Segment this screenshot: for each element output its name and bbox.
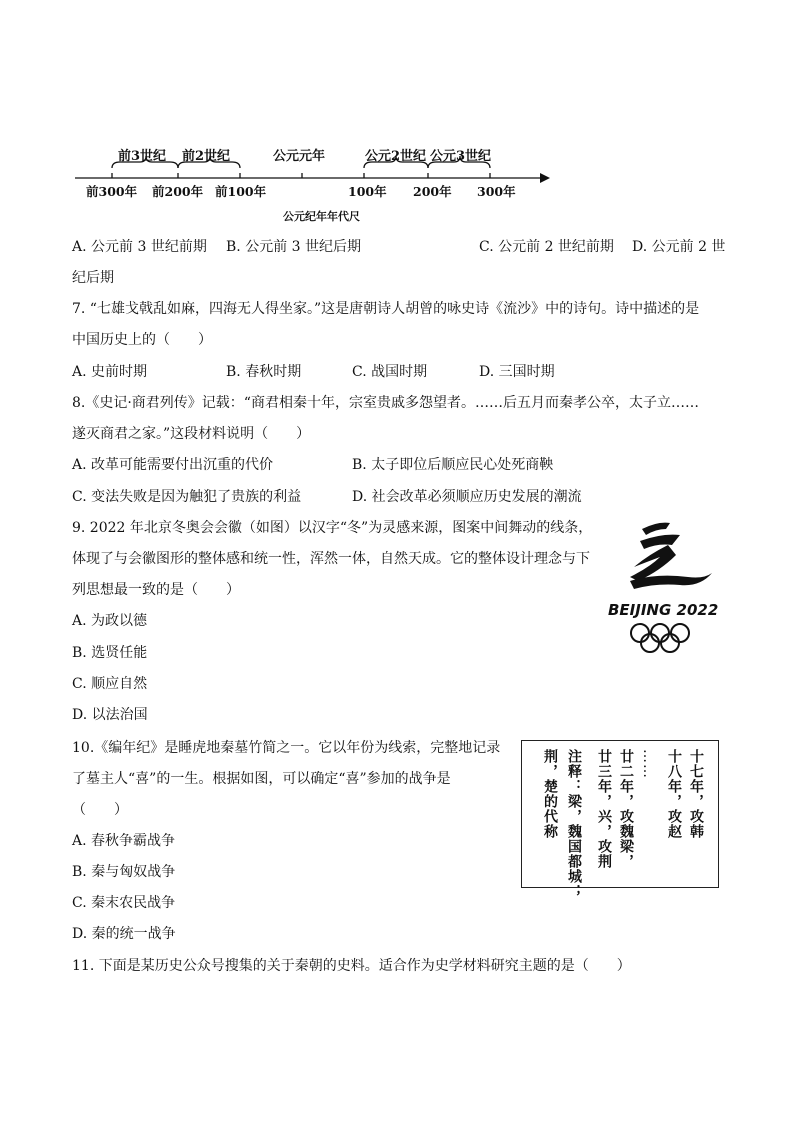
q7-stem: 7. “七雄戈戟乱如麻，四海无人得坐家。”这是唐朝诗人胡曾的咏史诗《流沙》中的诗句。诗中描述的是 [72, 301, 700, 317]
century-label: 公元元年 [273, 149, 326, 164]
q8-stem-cont: 遂灭商君之家。”这段材料说明（ ） [72, 426, 311, 442]
bamboo-column: 十八年，攻赵 [666, 749, 682, 839]
year-label: 前100年 [215, 184, 267, 199]
q11-stem: 11. 下面是某历史公众号搜集的关于秦朝的史料。适合作为史学材料研究主题的是（ ） [72, 958, 631, 974]
q7-option-b[interactable]: B. 春秋时期 [226, 364, 302, 380]
century-label: 公元3世纪 [430, 149, 492, 164]
q10-stem-cont: 了墓主人“喜”的一生。根据如图，可以确定“喜”参加的战争是 [72, 771, 451, 787]
bamboo-column: 十七年，攻韩 [688, 749, 704, 839]
bamboo-column: 荆，楚的代称 [542, 749, 558, 839]
q6-option-d[interactable]: D. 公元前 2 世 [632, 239, 726, 255]
q8-option-d[interactable]: D. 社会改革必须顺应历史发展的潮流 [352, 489, 582, 505]
q7-option-c[interactable]: C. 战国时期 [352, 364, 428, 380]
bamboo-column: …… [640, 749, 656, 779]
year-label: 前300年 [86, 184, 138, 199]
q9-option-a[interactable]: A. 为政以德 [72, 613, 148, 629]
timeline-caption: 公元纪年年代尺 [283, 210, 360, 223]
q10-stem: 10.《编年纪》是睡虎地秦墓竹简之一。它以年份为线索，完整地记录 [72, 740, 501, 756]
bamboo-slip-figure [521, 740, 719, 899]
q8-option-b[interactable]: B. 太子即位后顺应民心处死商鞅 [352, 457, 554, 473]
q7-option-a[interactable]: A. 史前时期 [72, 364, 148, 380]
q9-stem-cont: 体现了与会徽图形的整体感和统一性，浑然一体，自然天成。它的整体设计理念与下 [72, 551, 590, 567]
year-label: 前200年 [152, 184, 204, 199]
bamboo-column: 注释：梁，魏国都城； [566, 749, 582, 899]
bamboo-column: 廿三年，兴，攻荆 [596, 749, 612, 869]
q8-option-c[interactable]: C. 变法失败是因为触犯了贵族的利益 [72, 489, 302, 505]
q10-option-b[interactable]: B. 秦与匈奴战争 [72, 864, 176, 880]
q9-stem: 9. 2022 年北京冬奥会会徽（如图）以汉字“冬”为灵感来源，图案中间舞动的线条， [72, 520, 593, 536]
q7-option-d[interactable]: D. 三国时期 [479, 364, 555, 380]
q7-stem-cont: 中国历史上的（ ） [72, 332, 212, 348]
beijing-2022-emblem-icon [600, 515, 730, 665]
century-label: 公元2世纪 [365, 149, 427, 164]
q9-stem-cont2: 列思想最一致的是（ ） [72, 582, 240, 598]
emblem-text: BEIJING 2022 [608, 601, 719, 619]
century-label: 前2世纪 [182, 149, 231, 164]
q8-option-a[interactable]: A. 改革可能需要付出沉重的代价 [72, 457, 274, 473]
timeline-arrow-icon [540, 173, 550, 183]
q10-stem-cont2: （ ） [72, 802, 128, 818]
q6-option-a[interactable]: A. 公元前 3 世纪前期 [72, 239, 207, 255]
q9-option-c[interactable]: C. 顺应自然 [72, 676, 148, 692]
year-label: 200年 [413, 184, 452, 199]
bamboo-column: 廿二年，攻魏梁， [618, 749, 634, 869]
q6-option-d-wrap: 纪后期 [72, 270, 114, 286]
year-label: 300年 [477, 184, 516, 199]
q9-option-b[interactable]: B. 选贤任能 [72, 645, 148, 661]
q10-option-d[interactable]: D. 秦的统一战争 [72, 926, 176, 942]
q10-option-a[interactable]: A. 春秋争霸战争 [72, 833, 176, 849]
timeline-chart [70, 140, 560, 230]
q9-option-d[interactable]: D. 以法治国 [72, 707, 148, 723]
q6-option-c[interactable]: C. 公元前 2 世纪前期 [479, 239, 614, 255]
q6-option-b[interactable]: B. 公元前 3 世纪后期 [226, 239, 361, 255]
q8-stem: 8.《史记·商君列传》记载：“商君相秦十年，宗室贵戚多怨望者。……后五月而秦孝公卒，太子立…… [72, 395, 699, 411]
q10-option-c[interactable]: C. 秦末农民战争 [72, 895, 176, 911]
century-label: 前3世纪 [118, 149, 167, 164]
year-label: 100年 [348, 184, 387, 199]
